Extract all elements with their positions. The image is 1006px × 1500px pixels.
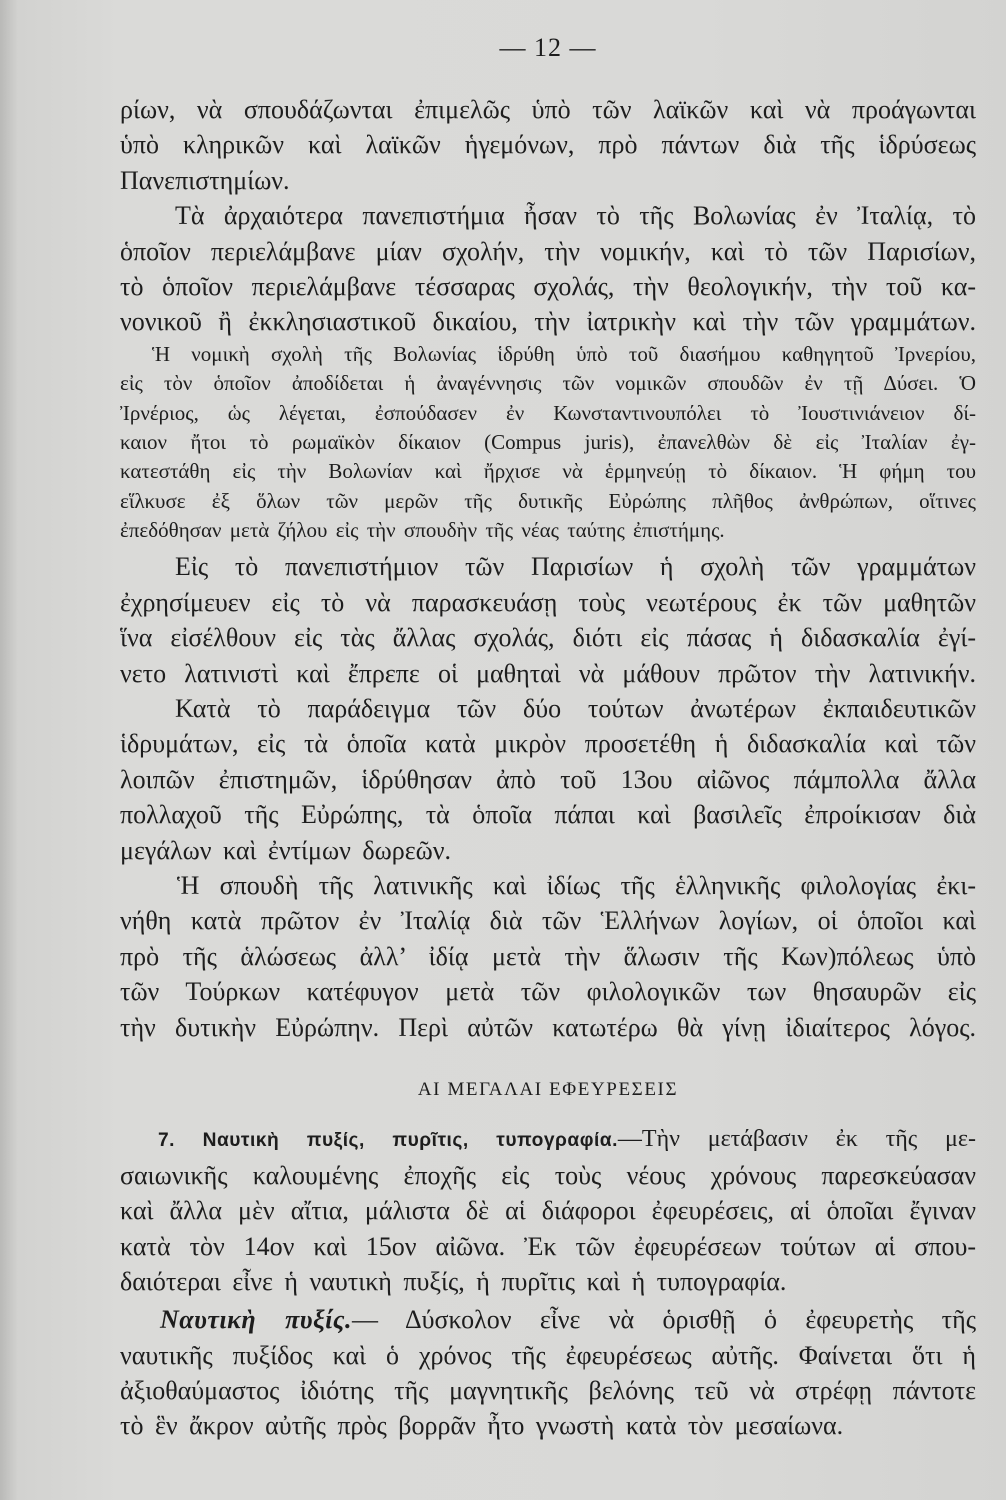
page-number: — 12 — xyxy=(499,33,597,62)
small-print-note xyxy=(120,340,976,546)
compass-paragraph xyxy=(120,1302,976,1444)
paragraph xyxy=(120,198,976,340)
page-body xyxy=(120,92,976,1444)
text-line xyxy=(120,1122,976,1157)
note-line: εἰς τὸν ὁποῖον ἀποδίδεται ἡ ἀναγέννησις τῶν νομικῶν σπουδῶν ἐν τῇ Δύσει. Ὁ xyxy=(120,371,976,396)
text-line: ἵνα εἰσέλθουν εἰς τὰς ἄλλας σχολάς, διότι εἰς πάσας ἡ διδασκαλία ἐγί- xyxy=(120,623,976,653)
text-line: Ἡ σπουδὴ τῆς λατινικῆς καὶ ἰδίως τῆς ἑλληνικῆς φιλολογίας ἐκι- xyxy=(177,870,976,900)
text-line: τὴν δυτικὴν Εὐρώπην. Περὶ αὐτῶν κατωτέρω θὰ γίνῃ ἰδιαίτερος λόγος. xyxy=(120,1012,976,1042)
note-line: Ἰρνέριος, ὡς λέγεται, ἐσπούδασεν ἐν Κωνσταντινουπόλει τὸ Ἰουστινιάνειον δί- xyxy=(120,400,976,425)
note-line: κατεστάθη εἰς τὴν Βολωνίαν καὶ ἤρχισε νὰ ἑρμηνεύῃ τὸ δίκαιον. Ἡ φήμη του xyxy=(120,459,976,484)
text-line: κατὰ τὸν 14ον καὶ 15ον αἰῶνα. Ἐκ τῶν ἐφευρέσεων τούτων αἱ σπου- xyxy=(120,1231,976,1261)
text-line: λοιπῶν ἐπιστημῶν, ἱδρύθησαν ἀπὸ τοῦ 13ου αἰῶνος πάμπολλα ἄλλα xyxy=(120,764,976,794)
text-line xyxy=(120,1302,976,1337)
text-line: μεγάλων καὶ ἐντίμων δωρεῶν. xyxy=(120,835,451,865)
text-line: πολλαχοῦ τῆς Εὐρώπης, τὰ ὁποῖα πάπαι καὶ βασιλεῖς ἐπροίκισαν διὰ xyxy=(120,800,976,830)
text-line: Πανεπιστημίων. xyxy=(120,165,290,195)
note-line: καιον ἤτοι τὸ ρωμαϊκὸν δίκαιον (Compus juris), ἐπανελθὼν δὲ εἰς Ἰταλίαν ἐγ- xyxy=(120,429,976,454)
note-line: εἵλκυσε ἐξ ὅλων τῶν μερῶν τῆς δυτικῆς Εὐρώπης πλῆθος ἀνθρώπων, οἵτινες xyxy=(120,488,976,513)
text-line: δαιότεραι εἶνε ἡ ναυτικὴ πυξίς, ἡ πυρῖτις καὶ ἡ τυπογραφία. xyxy=(120,1266,787,1296)
note-line: ἐπεδόθησαν μετὰ ζήλου εἰς τὴν σπουδὴν τῆς νέας ταύτης ἐπιστήμης. xyxy=(120,518,725,543)
text-line: καὶ ἄλλα μὲν αἴτια, μάλιστα δὲ αἱ διάφοροι ἐφευρέσεις, αἱ ὁποῖαι ἔγιναν xyxy=(120,1196,976,1226)
section-heading: ΑΙ ΜΕΓΑΛΑΙ ΕΦΕΥΡΕΣΕΙΣ xyxy=(417,1078,679,1100)
text-line: τῶν Τούρκων κατέφυγον μετὰ τῶν φιλολογικῶν των θησαυρῶν εἰς xyxy=(120,977,976,1007)
paragraph xyxy=(120,691,976,868)
text-line: τὸ ἓν ἄκρον αὐτῆς πρὸς βορρᾶν ἦτο γνωστὴ κατὰ τὸν μεσαίωνα. xyxy=(120,1411,844,1441)
text-line: σαιωνικῆς καλουμένης ἐποχῆς εἰς τοὺς νέους χρόνους παρεσκεύασαν xyxy=(120,1160,976,1190)
text-line: νήθη κατὰ πρῶτον ἐν Ἰταλίᾳ διὰ τῶν Ἑλλήνων λογίων, οἱ ὁποῖοι καὶ xyxy=(120,906,976,936)
note-line: Ἡ νομικὴ σχολὴ τῆς Βολωνίας ἱδρύθη ὑπὸ τοῦ διασήμου καθηγητοῦ Ἰρνερίου, xyxy=(152,341,976,366)
text-line: νετο λατινιστὶ καὶ ἔπρεπε οἱ μαθηταὶ νὰ μάθουν πρῶτον τὴν λατινικήν. xyxy=(120,658,976,688)
text-run: —Τὴν μετάβασιν ἐκ τῆς με- xyxy=(617,1126,976,1153)
text-line: ναυτικῆς πυξίδος καὶ ὁ χρόνος τῆς ἐφευρέσεως αὐτῆς. Φαίνεται ὅτι ἡ xyxy=(120,1340,976,1370)
text-line: τὸ ὁποῖον περιελάμβανε τέσσαρας σχολάς, τὴν θεολογικήν, τὴν τοῦ κα- xyxy=(120,271,976,301)
paragraph xyxy=(120,549,976,691)
text-line: πρὸ τῆς ἁλώσεως ἀλλ’ ἰδίᾳ μετὰ τὴν ἅλωσιν τῆς Κων)πόλεως ὑπὸ xyxy=(120,941,976,971)
text-run: — Δύσκολον εἶνε νὰ ὁρισθῇ ὁ ἐφευρετὴς τῆς xyxy=(352,1305,976,1335)
text-line: ὑπὸ κληρικῶν καὶ λαϊκῶν ἡγεμόνων, πρὸ πάντων διὰ τῆς ἱδρύσεως xyxy=(120,130,976,160)
text-line: ὁποῖον περιελάμβανε μίαν σχολήν, τὴν νομικήν, καὶ τὸ τῶν Παρισίων, xyxy=(120,236,976,266)
text-line: Τὰ ἀρχαιότερα πανεπιστήμια ἦσαν τὸ τῆς Βολωνίας ἐν Ἰταλίᾳ, τὸ xyxy=(175,201,976,231)
text-line: ἐχρησίμευεν εἰς τὸ νὰ παρασκευάσῃ τοὺς νεωτέρους ἐκ τῶν μαθητῶν xyxy=(120,587,976,617)
text-line: ἱδρυμάτων, εἰς τὰ ὁποῖα κατὰ μικρὸν προσετέθη ἡ διδασκαλία καὶ τῶν xyxy=(120,729,976,759)
compass-title: Ναυτικὴ πυξίς. xyxy=(160,1305,352,1335)
paragraph xyxy=(120,868,976,1045)
section-7-paragraph xyxy=(120,1122,976,1299)
section-7-title: 7. Ναυτικὴ πυξίς, πυρῖτις, τυπογραφία. xyxy=(158,1130,618,1152)
text-line: ρίων, νὰ σπουδάζωνται ἐπιμελῶς ὑπὸ τῶν λαϊκῶν καὶ νὰ προάγωνται xyxy=(120,95,976,124)
text-line: ἀξιοθαύμαστος ἰδιότης τῆς μαγνητικῆς βελόνης τεῦ νὰ στρέφῃ πάντοτε xyxy=(120,1376,976,1406)
text-line: Εἰς τὸ πανεπιστήμιον τῶν Παρισίων ἡ σχολὴ τῶν γραμμάτων xyxy=(175,552,976,582)
text-line: νονικοῦ ἢ ἐκκλησιαστικοῦ δικαίου, τὴν ἰατρικὴν καὶ τὴν τῶν γραμμάτων. xyxy=(120,307,976,337)
paragraph xyxy=(120,92,976,198)
text-line: Κατὰ τὸ παράδειγμα τῶν δύο τούτων ἀνωτέρων ἐκπαιδευτικῶν xyxy=(175,694,976,724)
